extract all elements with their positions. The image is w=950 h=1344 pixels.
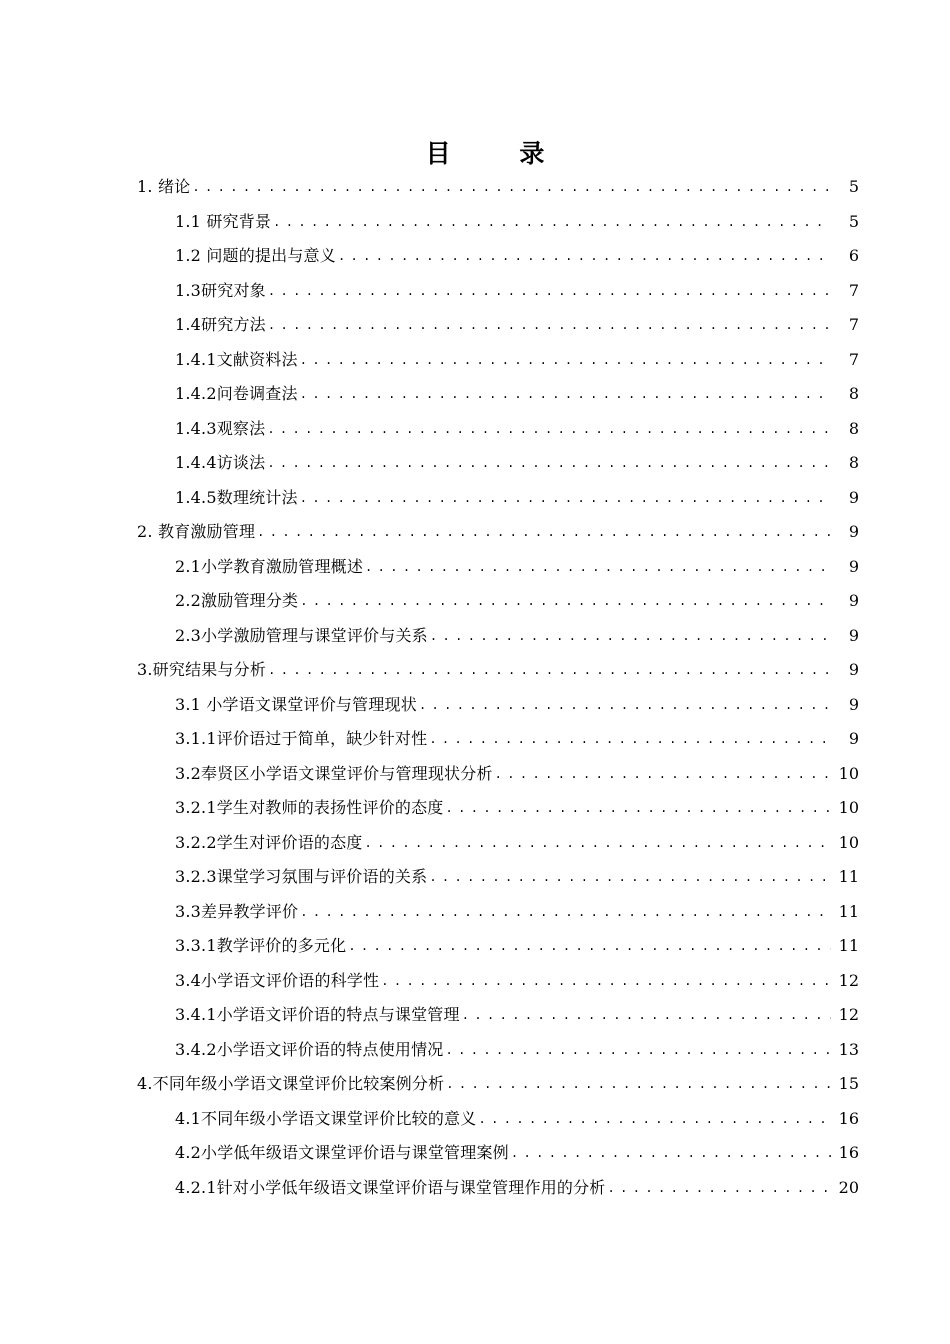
toc-entry[interactable] [0, 446, 950, 481]
dot-leader [257, 522, 831, 542]
toc-entry-page-number: 9 [848, 625, 859, 645]
dot-leader [348, 936, 831, 956]
toc-entry-label: 3.2.3课堂学习氛围与评价语的关系 [175, 867, 428, 887]
dot-leader [446, 1040, 831, 1060]
dot-leader [430, 626, 831, 646]
toc-entry[interactable] [0, 343, 950, 378]
toc-entry[interactable] [0, 1171, 950, 1206]
toc-entry[interactable] [0, 550, 950, 585]
dot-leader [300, 384, 831, 404]
toc-entry[interactable] [0, 584, 950, 619]
toc-entry[interactable] [0, 274, 950, 309]
toc-entry-page-number: 9 [848, 522, 859, 542]
toc-title: 目 录 [425, 139, 575, 168]
toc-entry[interactable] [0, 1136, 950, 1171]
dot-leader [462, 1005, 831, 1025]
dot-leader [268, 315, 831, 335]
toc-entry-page-number: 7 [848, 315, 859, 335]
toc-entry-label: 3.2奉贤区小学语文课堂评价与管理现状分析 [175, 763, 493, 783]
toc-entry[interactable] [0, 412, 950, 447]
toc-entry-page-number: 6 [848, 246, 859, 266]
dot-leader [446, 798, 831, 818]
toc-entry[interactable] [0, 377, 950, 412]
toc-entry-page-number: 8 [848, 418, 859, 438]
toc-entry[interactable] [0, 619, 950, 654]
toc-entry-label: 4.1不同年级小学语文课堂评价比较的意义 [175, 1108, 477, 1128]
toc-entry[interactable] [0, 860, 950, 895]
toc-entry-label: 1.4.3观察法 [175, 418, 266, 438]
toc-entry-label: 3.1 小学语文课堂评价与管理现状 [175, 694, 417, 714]
dot-leader [300, 488, 831, 508]
toc-entry-page-number: 9 [848, 729, 859, 749]
toc-entry-page-number: 7 [848, 349, 859, 369]
toc-entry[interactable] [0, 205, 950, 240]
toc-entry-label: 3.2.2学生对评价语的态度 [175, 832, 363, 852]
toc-entry-page-number: 9 [848, 556, 859, 576]
toc-entry-label: 3.4.1小学语文评价语的特点与课堂管理 [175, 1005, 460, 1025]
dot-leader [381, 971, 831, 991]
toc-entry-label: 2.2激励管理分类 [175, 591, 299, 611]
dot-leader [268, 660, 831, 680]
toc-entry-label: 4.2.1针对小学低年级语文课堂评价语与课堂管理作用的分析 [175, 1177, 606, 1197]
toc-entry-label: 3.2.1学生对教师的表扬性评价的态度 [175, 798, 444, 818]
dot-leader [365, 833, 831, 853]
toc-entry[interactable] [0, 1067, 950, 1102]
dot-leader [429, 867, 831, 887]
dot-leader [446, 1074, 831, 1094]
toc-entry[interactable] [0, 722, 950, 757]
dot-leader [608, 1178, 831, 1198]
toc-entry-label: 3.3.1教学评价的多元化 [175, 936, 347, 956]
toc-entry-label: 1.3研究对象 [175, 280, 266, 300]
toc-entry-label: 2.1小学教育激励管理概述 [175, 556, 364, 576]
toc-entry-page-number: 11 [838, 901, 859, 921]
toc-entry-page-number: 10 [838, 832, 859, 852]
toc-entry[interactable] [0, 826, 950, 861]
toc-entry-page-number: 11 [838, 867, 859, 887]
toc-entry-label: 1.4.2问卷调查法 [175, 384, 298, 404]
toc-entry[interactable] [0, 308, 950, 343]
toc-entry-page-number: 10 [838, 763, 859, 783]
toc-entry-label: 1.4.1文献资料法 [175, 349, 298, 369]
toc-entry[interactable] [0, 998, 950, 1033]
dot-leader [267, 419, 831, 439]
dot-leader [429, 729, 831, 749]
toc-entry-label: 4.2小学低年级语文课堂评价语与课堂管理案例 [175, 1143, 509, 1163]
toc-entry-page-number: 5 [848, 177, 859, 197]
toc-entry-page-number: 13 [838, 1039, 859, 1059]
toc-entry-label: 4.不同年级小学语文课堂评价比较案例分析 [137, 1074, 445, 1094]
toc-entry[interactable] [0, 757, 950, 792]
dot-leader [419, 695, 831, 715]
toc-entry[interactable] [0, 791, 950, 826]
toc-entry-label: 3.研究结果与分析 [137, 660, 267, 680]
dot-leader [267, 453, 831, 473]
dot-leader [365, 557, 831, 577]
toc-entry-page-number: 20 [838, 1177, 859, 1197]
toc-entry-page-number: 12 [838, 970, 859, 990]
toc-entry[interactable] [0, 1102, 950, 1137]
dot-leader [300, 591, 831, 611]
toc-entry-page-number: 7 [848, 280, 859, 300]
toc-entry-label: 1.4.4访谈法 [175, 453, 266, 473]
toc-entry-page-number: 9 [848, 591, 859, 611]
toc-entry-label: 1.1 研究背景 [175, 211, 272, 231]
toc-entry[interactable] [0, 481, 950, 516]
dot-leader [273, 212, 831, 232]
dot-leader [300, 350, 831, 370]
toc-entry[interactable] [0, 964, 950, 999]
toc-entry[interactable] [0, 895, 950, 930]
toc-entry-page-number: 11 [838, 936, 859, 956]
toc-entry[interactable] [0, 929, 950, 964]
toc-entry-page-number: 15 [838, 1074, 859, 1094]
toc-entry-label: 2.3小学激励管理与课堂评价与关系 [175, 625, 428, 645]
toc-entry-label: 2. 教育激励管理 [137, 522, 256, 542]
toc-entry[interactable] [0, 688, 950, 723]
toc-entry[interactable] [0, 653, 950, 688]
toc-entry-label: 3.1.1评价语过于简单，缺少针对性 [175, 729, 428, 749]
dot-leader [192, 177, 831, 197]
dot-leader [268, 281, 831, 301]
toc-entry[interactable] [0, 1033, 950, 1068]
dot-leader [338, 246, 831, 266]
toc-entry-page-number: 9 [848, 694, 859, 714]
toc-entry-label: 1.4研究方法 [175, 315, 266, 335]
toc-entry-page-number: 12 [838, 1005, 859, 1025]
toc-entry-label: 1.2 问题的提出与意义 [175, 246, 336, 266]
toc-entry-page-number: 16 [838, 1108, 859, 1128]
toc-entry-page-number: 5 [848, 211, 859, 231]
toc-entry-page-number: 8 [848, 453, 859, 473]
toc-entry-page-number: 9 [848, 487, 859, 507]
toc-entry-label: 1. 绪论 [137, 177, 191, 197]
toc-entry[interactable] [0, 515, 950, 550]
toc-entry-label: 1.4.5数理统计法 [175, 487, 298, 507]
toc-entry[interactable] [0, 170, 950, 205]
toc-entry-label: 3.4小学语文评价语的科学性 [175, 970, 380, 990]
dot-leader [511, 1143, 831, 1163]
toc-entry-page-number: 16 [838, 1143, 859, 1163]
toc-entry[interactable] [0, 239, 950, 274]
toc-entry-page-number: 8 [848, 384, 859, 404]
toc-entry-page-number: 10 [838, 798, 859, 818]
dot-leader [478, 1109, 831, 1129]
toc-entry-label: 3.4.2小学语文评价语的特点使用情况 [175, 1039, 444, 1059]
table-of-contents [0, 170, 950, 1205]
dot-leader [300, 902, 831, 922]
toc-entry-page-number: 9 [848, 660, 859, 680]
dot-leader [495, 764, 831, 784]
toc-entry-label: 3.3差异教学评价 [175, 901, 299, 921]
